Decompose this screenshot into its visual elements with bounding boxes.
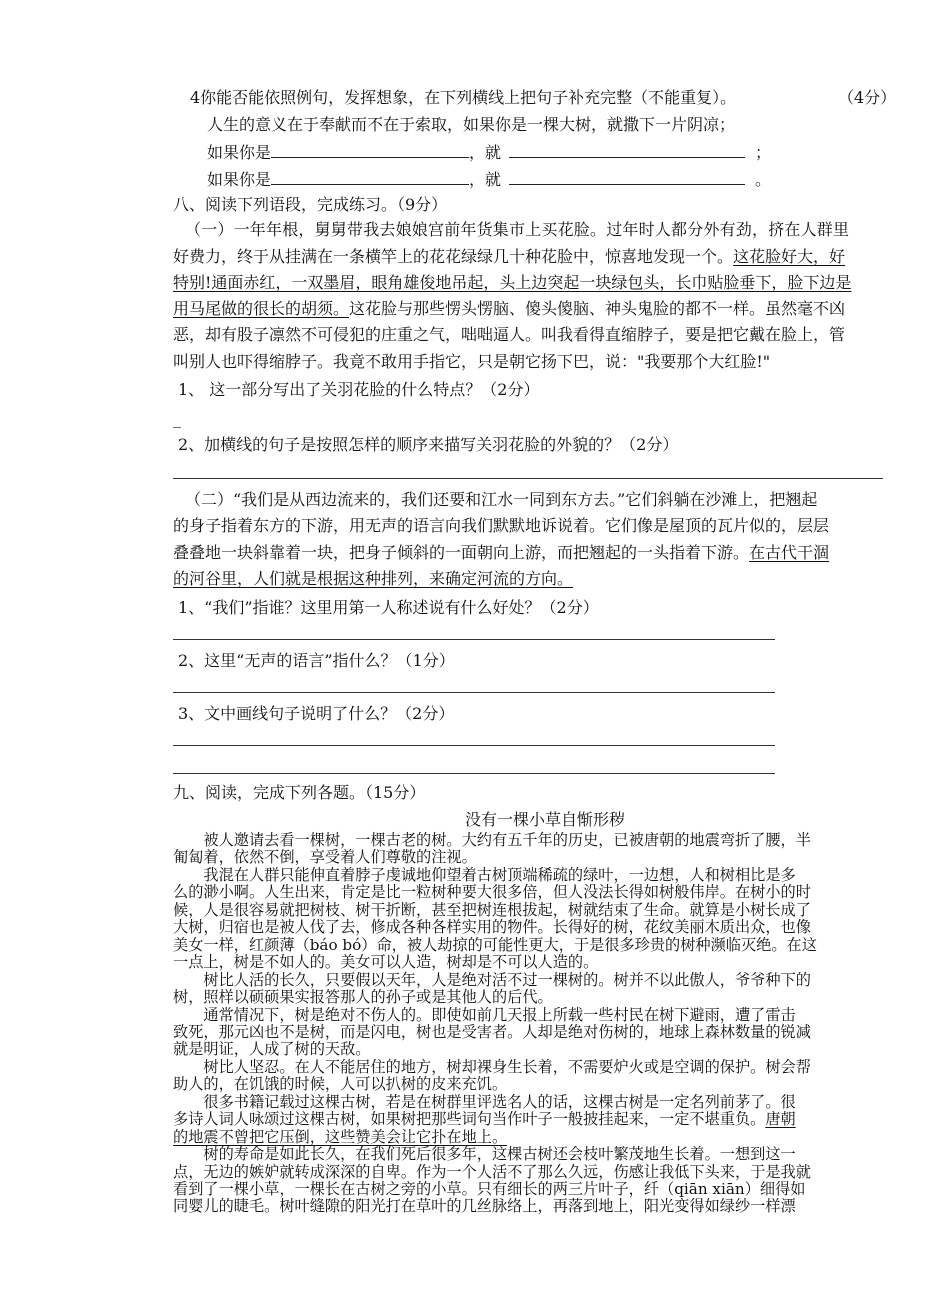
article-line: 通常情况下，树是绝对不伤人的。即使如前几天报上所载一些村民在树下避雨，遭了雷击 bbox=[173, 1005, 796, 1024]
answer-line[interactable] bbox=[173, 692, 775, 693]
answer-blank[interactable] bbox=[271, 141, 469, 158]
article-line: 同婴儿的睫毛。树叶缝隙的阳光打在草叶的几丝脉络上，再落到地上，阳光变得如绿纱一样漂 bbox=[173, 1197, 796, 1216]
q4-line2-start: 如果你是 bbox=[207, 170, 272, 189]
answer-blank[interactable] bbox=[509, 168, 745, 185]
q4-line1-start: 如果你是 bbox=[207, 143, 272, 162]
q4-line2-mid: ，就 bbox=[469, 170, 502, 189]
question-8-4: 2、这里“无声的语言”指什么？（1分） bbox=[178, 651, 455, 670]
q4-line2 bbox=[207, 168, 771, 191]
section-9-heading: 九、阅读，完成下列各题。（15分） bbox=[173, 783, 426, 802]
article-line: 树比人坚忍。在人不能居住的地方，树却裸身生长着，不需要炉火或是空调的保护。树会帮 bbox=[173, 1057, 811, 1076]
q4-example: 人生的意义在于奉献而不在于索取，如果你是一棵大树，就撒下一片阴凉； bbox=[207, 115, 736, 134]
article-line: 点，无边的嫉妒就转成深深的自卑。作为一个人活不了那么久远，伤感让我低下头来，于是我就 bbox=[173, 1162, 811, 1181]
passage1-line4 bbox=[173, 298, 845, 320]
q4-prompt-text: 4你能否能依照例句，发挥想象，在下列横线上把句子补充完整（不能重复）。 bbox=[190, 88, 737, 107]
q4-line1-end: ； bbox=[755, 143, 772, 162]
answer-line[interactable] bbox=[173, 773, 775, 774]
passage2-line1: （二）“我们是从西边流来的，我们还要和江水一同到东方去。”它们斜躺在沙滩上，把翘起 bbox=[185, 490, 818, 509]
q4-line2-end: 。 bbox=[755, 170, 772, 189]
question-8-5: 3、文中画线句子说明了什么？（2分） bbox=[178, 704, 455, 723]
passage1-line5: 恶，却有股子凛然不可侵犯的庄重之气，咄咄逼人。叫我看得直缩脖子，要是把它戴在脸上，管 bbox=[173, 325, 846, 344]
article-line: 候，人是很容易就把树枝、树干折断，甚至把树连根拔起，树就结束了生命。就算是小树长成了 bbox=[173, 900, 811, 919]
article-line: 被人邀请去看一棵树，一棵古老的树。大约有五千年的历史，已被唐朝的地震弯折了腰，半 bbox=[173, 831, 811, 849]
article-line: 助人的，在饥饿的时候，人可以扒树的皮来充饥。 bbox=[173, 1075, 508, 1094]
q4-line1 bbox=[207, 141, 771, 164]
article-line: 匍匐着，依然不倒，享受着人们尊敬的注视。 bbox=[173, 848, 477, 867]
q4-score: （4分） bbox=[838, 88, 897, 107]
passage2-line3 bbox=[173, 542, 829, 564]
question-8-1: 1、 这一部分写出了关羽花脸的什么特点？（2分） bbox=[178, 380, 540, 399]
passage2-line3-text: 叠叠地一块斜靠着一块，把身子倾斜的一面朝向上游，而把翘起的一头指着下游。 bbox=[173, 543, 750, 562]
answer-line[interactable] bbox=[173, 639, 775, 640]
underlined-sentence: 唐朝 bbox=[765, 1110, 796, 1129]
article-line: 树比人活的长久，只要假以天年，人是绝对活不过一棵树的。树并不以此傲人，爷爷种下的 bbox=[173, 970, 811, 989]
answer-line[interactable] bbox=[173, 478, 883, 479]
answer-line[interactable] bbox=[173, 745, 775, 746]
article-line: 大树，归宿也是被人伐了去，修成各种各样实用的物件。长得好的树，花纹美丽木质出众，也像 bbox=[173, 918, 811, 937]
passage1-line4-text: 这花脸与那些愣头愣脑、傻头傻脑、神头鬼脸的都不一样。虽然毫不凶 bbox=[349, 299, 846, 318]
question-8-2: 2、加横线的句子是按照怎样的顺序来描写关羽花脸的外貌的？（2分） bbox=[178, 435, 679, 454]
answer-mark: _ bbox=[173, 409, 181, 428]
article-line: 就是明证，人成了树的天敌。 bbox=[173, 1040, 371, 1059]
article-line: 我混在人群只能伸直着脖子虔诚地仰望着古树顶端稀疏的绿叶，一边想，人和树相比是多 bbox=[173, 865, 796, 884]
underlined-sentence: 的河谷里，人们就是根据这种排列，来确定河流的方向。 bbox=[173, 569, 574, 588]
article-line: 致死，那元凶也不是树，而是闪电，树也是受害者。人却是绝对伤树的，地球上森林数量的锐减 bbox=[173, 1022, 811, 1041]
answer-blank[interactable] bbox=[509, 141, 745, 158]
underlined-sentence: 用马尾做的很长的胡须。 bbox=[173, 299, 350, 318]
article-line: 树，照样以硕硕果实报答那人的孙子或是其他人的后代。 bbox=[173, 988, 553, 1007]
section-8-heading: 八、阅读下列语段，完成练习。（9分） bbox=[173, 195, 448, 214]
article-line: 一点上，树是不如人的。美女可以人造，树却是不可以人造的。 bbox=[173, 953, 599, 972]
article-line: 看到了一棵小草，一棵长在古树之旁的小草。只有细长的两三片叶子，纤（qiān xiān）细得如 bbox=[173, 1180, 806, 1198]
article-line: 树的寿命是如此长久，在我们死后很多年，这棵古树还会枝叶繁茂地生长着。一想到这一 bbox=[173, 1145, 796, 1164]
passage1-line6: 叫别人也吓得缩脖子。我竟不敢用手指它，只是朝它扬下巴，说："我要那个大红脸!" bbox=[173, 352, 771, 371]
answer-blank[interactable] bbox=[271, 168, 469, 185]
article-line: 很多书籍记载过这棵古树，若是在树群里评选名人的话，这棵古树是一定名列前茅了。很 bbox=[173, 1092, 796, 1111]
passage1-line1: （一）一年年根，舅舅带我去娘娘宫前年货集市上买花脸。过年时人都分外有劲，挤在人群里 bbox=[185, 220, 850, 239]
passage1-line2 bbox=[173, 246, 845, 268]
q4-line1-mid: ，就 bbox=[469, 143, 502, 162]
underlined-sentence: 的地震不曾把它压倒，这些赞美会让它扑在地上。 bbox=[173, 1127, 508, 1146]
underlined-sentence: 这花脸好大，好 bbox=[733, 247, 846, 266]
underlined-sentence: 特别!通面赤红，一双墨眉，眼角雄俊地吊起，头上边突起一块绿包头，长巾贴脸垂下，脸下边是 bbox=[173, 273, 852, 292]
question-8-3: 1、“我们”指谁？这里用第一人称述说有什么好处？（2分） bbox=[178, 598, 599, 617]
q4-prompt bbox=[190, 87, 736, 109]
passage2-line2: 的身子指着东方的下游，用无声的语言向我们默默地诉说着。它们像是屋顶的瓦片似的，层层 bbox=[173, 516, 830, 535]
article-line: 美女一样，红颜薄（báo bó）命，被人劫掠的可能性更大，于是很多珍贵的树种濒临灭绝。在这 bbox=[173, 935, 817, 954]
passage1-line2-text: 好费力，终于从挂满在一条横竿上的花花绿绿几十种花脸中，惊喜地发现一个。 bbox=[173, 247, 734, 266]
article-title: 没有一棵小草自惭形秽 bbox=[464, 810, 625, 829]
underlined-sentence: 在古代干涸 bbox=[749, 543, 830, 562]
article-line: 么的渺小啊。人生出来，肯定是比一粒树种要大很多倍，但人没法长得如树般伟岸。在树小的时 bbox=[173, 883, 811, 902]
article-line bbox=[173, 1111, 796, 1128]
article-line-text: 多诗人词人咏颂过这棵古树，如果树把那些词句当作叶子一般披挂起来，一定不堪重负。 bbox=[173, 1110, 766, 1129]
